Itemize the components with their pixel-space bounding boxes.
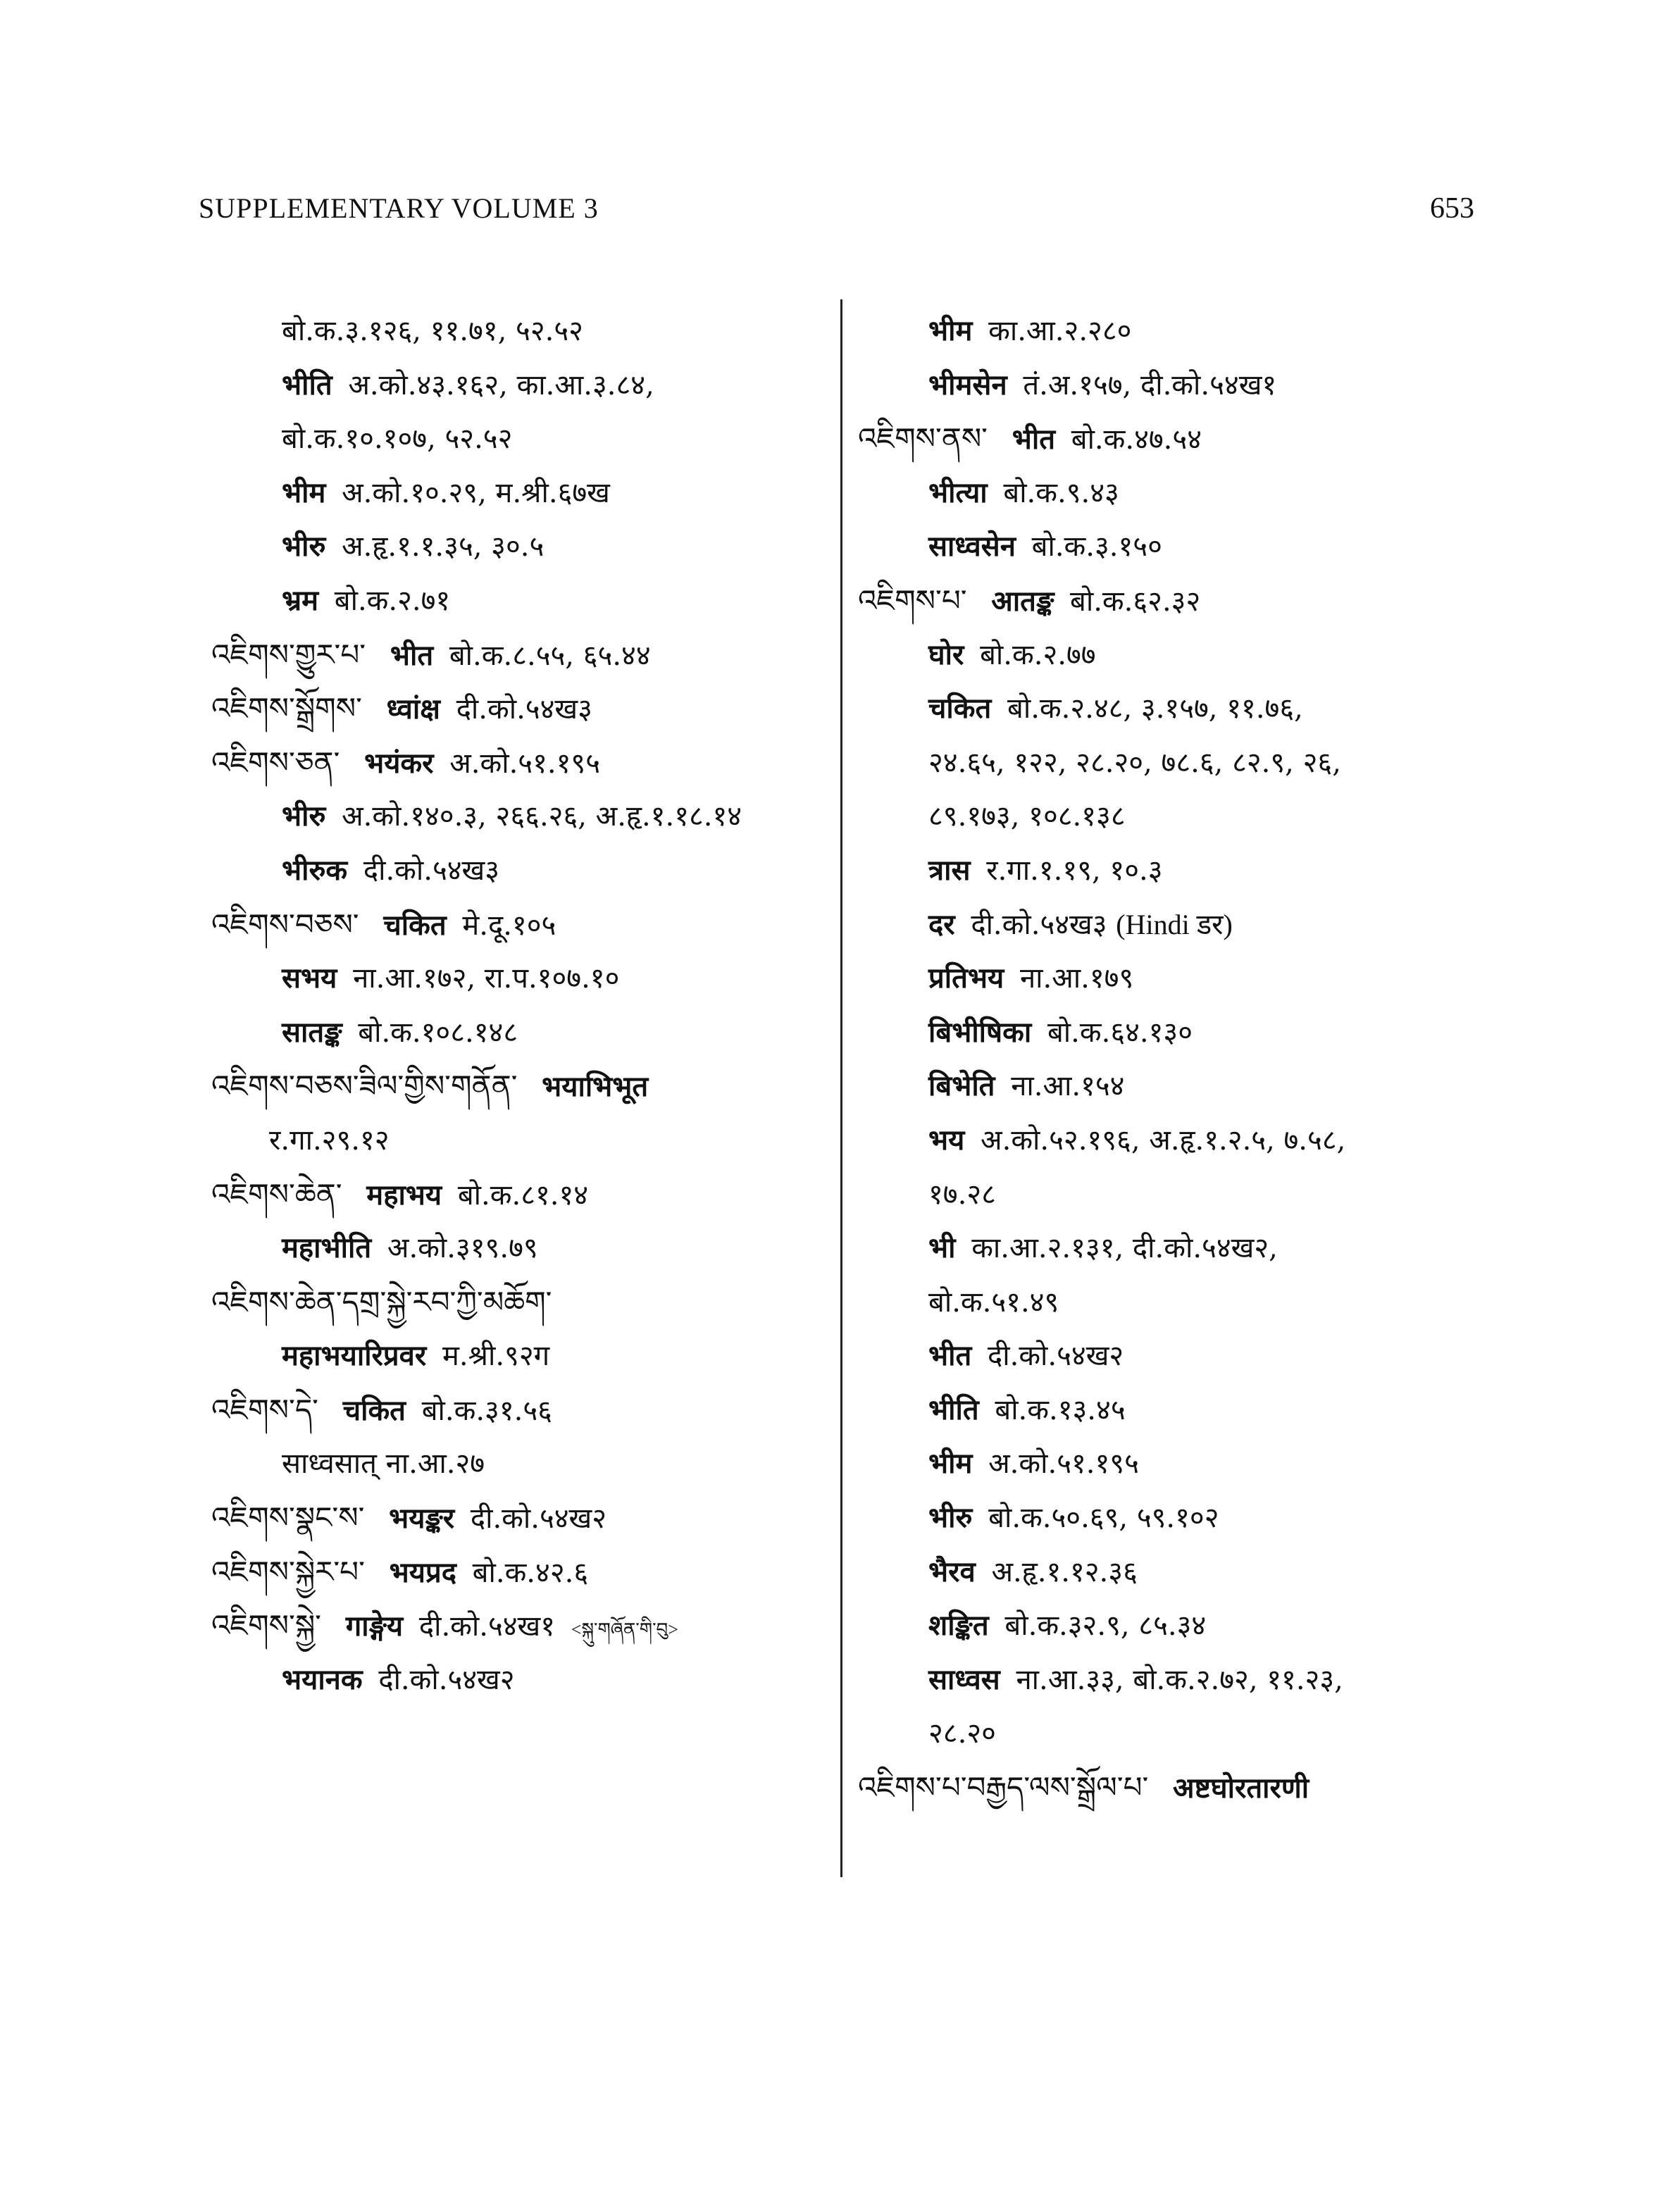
source-reference: दी.को.५४ख२ [470, 1502, 607, 1536]
dictionary-line [858, 1437, 1534, 1491]
tibetan-headword: འཇིགས་པ་ [858, 583, 967, 618]
tibetan-headword: འཇིགས་སྐྱེ་ [211, 1608, 321, 1643]
tibetan-headword: འཇིགས་སྐྱེར་པ་ [211, 1554, 365, 1589]
sanskrit-equivalent: भीरुक [282, 853, 348, 887]
dictionary-line [858, 1059, 1534, 1114]
sanskrit-equivalent: सातङ्क [282, 1015, 342, 1049]
dictionary-line [211, 304, 831, 359]
source-reference: बो.क.४२.६ [472, 1556, 589, 1589]
dictionary-line [211, 1006, 831, 1060]
dictionary-line [858, 736, 1534, 790]
dictionary-line [858, 1114, 1534, 1168]
sanskrit-equivalent: भीत [928, 1339, 972, 1373]
sanskrit-equivalent: भयानक [282, 1662, 363, 1696]
source-reference: २८.२० [928, 1717, 996, 1750]
source-reference: ना.आ.१७९ [1019, 962, 1134, 995]
source-reference: अ.को.१४०.३, २६६.२६, अ.हृ.१.१८.१४ [342, 800, 742, 833]
dictionary-line [211, 1437, 831, 1491]
sanskrit-equivalent: भयाभिभूत [542, 1070, 649, 1104]
dictionary-line [211, 1653, 831, 1707]
sanskrit-equivalent: भयङ्कर [389, 1502, 455, 1536]
sanskrit-equivalent: बिभीषिका [928, 1015, 1032, 1049]
dictionary-line [858, 1491, 1534, 1545]
source-reference: दी.को.५४ख३ [456, 693, 592, 726]
sanskrit-equivalent: प्रतिभय [928, 961, 1004, 995]
dictionary-line [211, 628, 831, 683]
sanskrit-equivalent: भयप्रद [389, 1555, 456, 1589]
source-reference: बो.क.८.५५, ६५.४४ [449, 639, 651, 672]
source-reference: मे.दू.१०५ [462, 909, 556, 942]
source-reference: बो.क.३२.९, ८५.३४ [1004, 1610, 1207, 1643]
sanskrit-equivalent: भीम [928, 314, 973, 347]
source-reference: बो.क.५१.४९ [928, 1285, 1059, 1319]
dictionary-line [858, 1383, 1534, 1438]
source-reference: बो.क.२.७७ [980, 638, 1096, 671]
dictionary-line [211, 1114, 831, 1168]
source-reference: अ.को.३१९.७९ [387, 1232, 538, 1265]
dictionary-line [858, 1545, 1534, 1600]
source-reference: बो.क.१०८.१४८ [358, 1016, 518, 1049]
tibetan-headword: འཇིགས་པ་བརྒྱད་ལས་སྒྲོལ་པ་ [858, 1770, 1149, 1805]
sanskrit-equivalent: सभय [282, 961, 337, 995]
source-reference: बो.क.२.४८, ३.१५७, ११.७६, [1007, 692, 1303, 726]
sanskrit-equivalent: भय [928, 1123, 965, 1157]
source-reference: तं.अ.१५७, दी.को.५४ख१ [1023, 368, 1277, 401]
sanskrit-equivalent: भीमसेन [928, 368, 1007, 401]
dictionary-line [858, 359, 1534, 413]
source-reference: बो.क.१३.४५ [995, 1393, 1126, 1426]
source-reference: बो.क.३१.५६ [421, 1394, 552, 1427]
tibetan-headword: འཇིགས་ཆེན་ [211, 1176, 342, 1212]
sanskrit-equivalent: भैरव [928, 1555, 976, 1588]
sanskrit-equivalent: भीत [1012, 423, 1056, 456]
sanskrit-equivalent: चकित [928, 692, 992, 726]
dictionary-line [211, 1276, 831, 1330]
sanskrit-equivalent: भीरु [928, 1501, 973, 1535]
source-reference: बो.क.३.१५० [1031, 530, 1162, 564]
page-number: 653 [1430, 192, 1474, 225]
running-header: SUPPLEMENTARY VOLUME 3 [199, 192, 599, 224]
source-reference: अ.को.५२.१९६, अ.हृ.१.२.५, ७.५८, [981, 1123, 1346, 1157]
source-reference: ना.आ.१५४ [1011, 1070, 1125, 1103]
sanskrit-equivalent: महाभयारिप्रवर [282, 1339, 427, 1373]
sanskrit-equivalent: घोर [928, 637, 964, 671]
tibetan-headword: འཇིགས་བཅས་ཟིལ་གྱིས་གནོན་ [211, 1069, 518, 1104]
dictionary-line [858, 1653, 1534, 1707]
sanskrit-equivalent: भीम [928, 1447, 973, 1481]
left-column [211, 304, 831, 1707]
sanskrit-equivalent: त्रास [928, 853, 971, 887]
tibetan-headword: འཇིགས་སྣང་ས་ [211, 1500, 365, 1536]
dictionary-line [211, 1168, 831, 1222]
sanskrit-equivalent: दर [928, 907, 955, 941]
sanskrit-equivalent: आतङ्क [991, 584, 1054, 618]
source-reference: अ.हृ.१.१.३५, ३०.५ [342, 530, 545, 564]
source-reference: दी.को.५४ख३ [971, 908, 1107, 941]
dictionary-line [858, 412, 1534, 466]
source-reference: बो.क.१०.१०७, ५२.५२ [282, 423, 513, 456]
tibetan-headword: འཇིགས་ནས་ [858, 421, 988, 456]
source-reference: अ.हृ.१.१२.३६ [991, 1555, 1138, 1588]
dictionary-line [211, 790, 831, 844]
sanskrit-equivalent: भीत्या [928, 475, 988, 509]
sanskrit-equivalent: चकित [342, 1393, 406, 1427]
source-reference: १७.२८ [928, 1178, 996, 1211]
dictionary-line [858, 952, 1534, 1006]
tibetan-headword: འཇིགས་ཆེན་དགྲ་སྐྱེ་རབ་ཀྱི་མཆོག་ [211, 1284, 552, 1319]
dictionary-line [858, 520, 1534, 574]
source-reference: बो.क.९.४३ [1003, 476, 1119, 509]
source-reference: म.श्री.९२ग [442, 1340, 550, 1373]
sanskrit-equivalent: महाभीति [282, 1231, 372, 1265]
dictionary-line [211, 736, 831, 790]
sanskrit-equivalent: भीति [282, 368, 332, 401]
dictionary-line [211, 1221, 831, 1276]
source-reference: अ.को.१०.२९, म.श्री.६७ख [342, 476, 610, 509]
dictionary-line [858, 1707, 1534, 1761]
tibetan-headword: འཇིགས་གྱུར་པ་ [211, 637, 366, 672]
annotation-note: <སྐུ་གཞོན་གི་བུ> [571, 1619, 678, 1640]
column-divider [840, 299, 842, 1877]
right-column [858, 304, 1534, 1815]
dictionary-line [858, 1006, 1534, 1060]
sanskrit-equivalent: अष्टघोरतारणी [1173, 1772, 1309, 1805]
tibetan-headword: འཇིགས་བཅས་ [211, 907, 359, 942]
source-reference: बो.क.६२.३२ [1070, 585, 1201, 618]
tibetan-headword: འཇིགས་སྒྲོགས་ [211, 691, 362, 726]
source-reference: बो.क.३.१२६, ११.७१, ५२.५२ [282, 315, 583, 347]
source-reference: का.आ.२.२८० [988, 315, 1132, 347]
dictionary-line [211, 1599, 831, 1653]
source-reference: का.आ.२.१३१, दी.को.५४ख२, [971, 1232, 1278, 1265]
sanskrit-equivalent: भीरु [282, 530, 326, 564]
sanskrit-equivalent: भीति [928, 1393, 979, 1426]
source-reference: र.गा.१.१९, १०.३ [986, 854, 1163, 887]
dictionary-line [211, 574, 831, 628]
dictionary-line [858, 628, 1534, 683]
dictionary-line [211, 898, 831, 952]
dictionary-line [858, 574, 1534, 628]
dictionary-line [858, 466, 1534, 521]
dictionary-line [211, 844, 831, 898]
source-reference: बो.क.५०.६९, ५९.१०२ [988, 1502, 1219, 1535]
dictionary-line [858, 790, 1534, 844]
sanskrit-equivalent: गाङ्गेय [345, 1610, 404, 1643]
dictionary-line [858, 898, 1534, 952]
dictionary-line [858, 1168, 1534, 1222]
dictionary-line [211, 952, 831, 1006]
dictionary-line [858, 1329, 1534, 1383]
source-reference: दी.को.५४ख२ [988, 1340, 1124, 1373]
source-reference: बो.क.८१.१४ [457, 1178, 589, 1212]
source-reference: साध्वसात् ना.आ.२७ [282, 1447, 485, 1481]
source-reference: बो.क.२.७१ [334, 584, 451, 617]
sanskrit-equivalent: साध्वसेन [928, 530, 1016, 564]
source-reference: अ.को.५१.१९५ [988, 1447, 1139, 1481]
dictionary-line [858, 1221, 1534, 1276]
sanskrit-equivalent: शङ्कित [928, 1609, 989, 1643]
dictionary-line [211, 1059, 831, 1114]
source-reference: ना.आ.१७२, रा.प.१०७.१० [353, 962, 620, 995]
dictionary-line [211, 1491, 831, 1545]
dictionary-line [858, 1761, 1534, 1815]
sanskrit-equivalent: महाभय [366, 1178, 442, 1212]
tibetan-headword: འཇིགས་དེ་ [211, 1392, 318, 1427]
sanskrit-equivalent: ध्वांक्ष [386, 692, 440, 726]
sanskrit-equivalent: चकित [383, 908, 447, 942]
dictionary-line [858, 1599, 1534, 1653]
dictionary-line [211, 520, 831, 574]
sanskrit-equivalent: भी [928, 1231, 956, 1265]
annotation-note: (Hindi डर) [1116, 908, 1233, 940]
sanskrit-equivalent: भीत [390, 638, 434, 672]
dictionary-line [211, 466, 831, 521]
dictionary-line [858, 1276, 1534, 1330]
source-reference: २४.६५, १२२, २८.२०, ७८.६, ८२.९, २६, [928, 746, 1341, 779]
source-reference: अ.को.४३.१६२, का.आ.३.८४, [348, 368, 654, 401]
dictionary-line [858, 682, 1534, 736]
dictionary-line [211, 412, 831, 466]
source-reference: ८९.१७३, १०८.१३८ [928, 800, 1126, 833]
sanskrit-equivalent: साध्वस [928, 1662, 1000, 1696]
tibetan-headword: འཇིགས་ཅན་ [211, 745, 340, 780]
dictionary-line [211, 359, 831, 413]
source-reference: दी.को.५४ख२ [378, 1663, 515, 1696]
dictionary-line [211, 1545, 831, 1600]
source-reference: बो.क.४७.५४ [1071, 423, 1202, 456]
source-reference: अ.को.५१.१९५ [449, 747, 601, 780]
source-reference: ना.आ.३३, बो.क.२.७२, ११.२३, [1016, 1663, 1343, 1696]
dictionary-line [211, 682, 831, 736]
sanskrit-equivalent: भीरु [282, 799, 326, 833]
source-reference: बो.क.६४.१३० [1047, 1016, 1193, 1049]
source-reference: र.गा.२९.१२ [269, 1123, 390, 1157]
sanskrit-equivalent: भयंकर [364, 746, 434, 780]
sanskrit-equivalent: भीम [282, 475, 326, 509]
dictionary-line [858, 844, 1534, 898]
sanskrit-equivalent: बिभेति [928, 1069, 995, 1103]
sanskrit-equivalent: भ्रम [282, 583, 319, 617]
dictionary-line [211, 1383, 831, 1438]
source-reference: दी.को.५४ख३ [363, 854, 500, 887]
source-reference: दी.को.५४ख१ [418, 1610, 556, 1643]
dictionary-line [858, 304, 1534, 359]
dictionary-line [211, 1329, 831, 1383]
